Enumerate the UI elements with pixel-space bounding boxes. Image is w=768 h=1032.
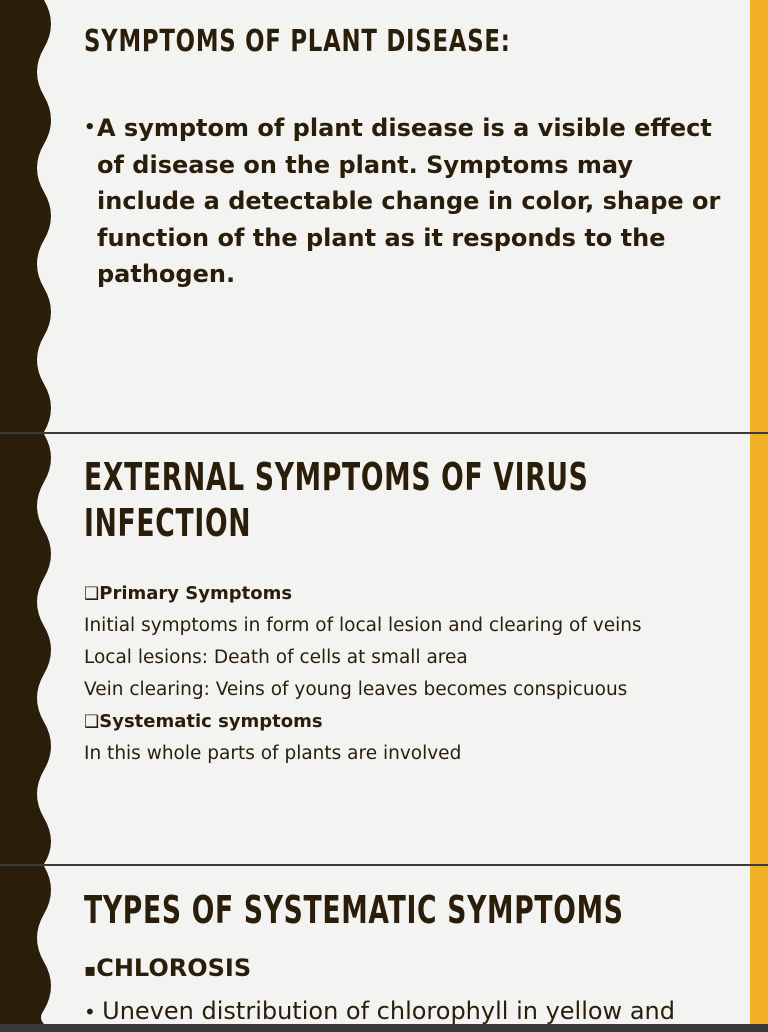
checkbox-icon: ❑	[84, 712, 100, 732]
slide-2-title-line1: EXTERNAL SYMPTOMS OF VIRUS	[84, 455, 589, 499]
slide-2-title	[84, 454, 589, 546]
slide-2-list	[84, 580, 724, 772]
list-item: Vein clearing: Veins of young leaves becomes conspicuous	[84, 679, 628, 700]
slide-3-title: TYPES OF SYSTEMATIC SYMPTOMS	[84, 888, 624, 932]
accent-bar	[750, 0, 768, 432]
slide-1-title: SYMPTOMS OF PLANT DISEASE:	[84, 24, 511, 59]
slide-1-bullet	[84, 110, 724, 293]
bullet-dot-icon: •	[84, 1000, 103, 1024]
list-item: Initial symptoms in form of local lesion and clearing of veins	[84, 615, 642, 636]
checkbox-icon: ❑	[84, 584, 100, 604]
list-item: Local lesions: Death of cells at small area	[84, 647, 468, 668]
accent-bar	[750, 434, 768, 864]
wavy-left-band	[0, 434, 60, 864]
wavy-left-band	[0, 0, 60, 432]
accent-bar	[750, 866, 768, 1024]
list-heading: ❑Systematic symptoms	[84, 711, 323, 732]
slide-3-list	[84, 948, 734, 1032]
wavy-left-band	[0, 866, 60, 1024]
list-heading: ❑Primary Symptoms	[84, 583, 293, 604]
bullet-dot-icon: •	[84, 117, 96, 138]
list-heading: ▪CHLOROSIS	[84, 954, 252, 982]
square-bullet-icon: ▪	[84, 960, 97, 981]
slide-2-title-line2: INFECTION	[84, 501, 252, 545]
list-item: • Uneven distribution of chlorophyll in yellow and	[84, 997, 675, 1025]
slide-1-bullet-text: A symptom of plant disease is a visible effect of disease on the plant. Symptoms may include a detectable change in color, shape or function of the plant as it responds to the pathogen.	[97, 114, 721, 288]
list-item: In this whole parts of plants are involved	[84, 743, 462, 764]
